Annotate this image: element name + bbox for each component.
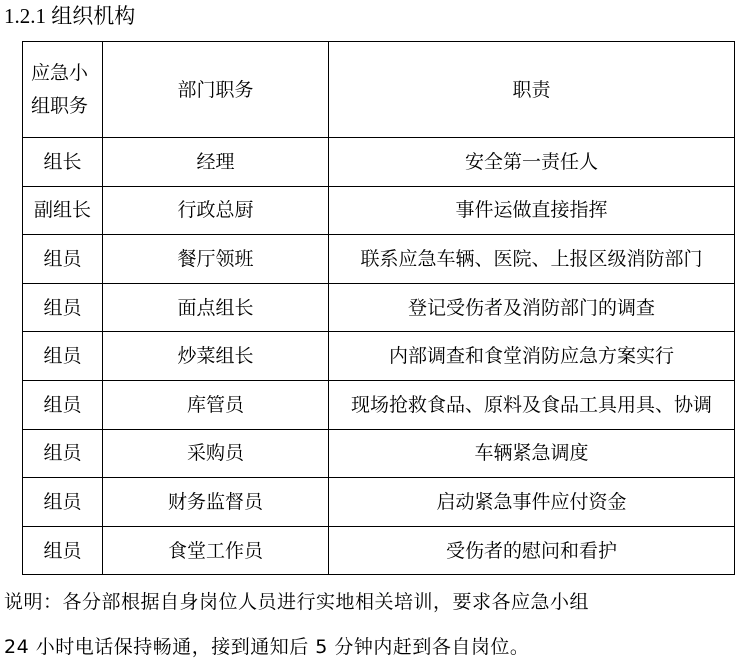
cell-role: 副组长 [23,186,103,235]
cell-dept: 餐厅领班 [103,235,329,284]
cell-dept: 财务监督员 [103,478,329,527]
cell-role: 组员 [23,478,103,527]
cell-role: 组员 [23,332,103,381]
cell-role: 组员 [23,429,103,478]
table-row [23,283,735,332]
header-dept: 部门职务 [103,42,329,138]
cell-duty: 联系应急车辆、医院、上报区级消防部门 [329,235,735,284]
cell-duty: 启动紧急事件应付资金 [329,478,735,527]
organization-table [22,41,735,575]
note-line-1: 说明：各分部根据自身岗位人员进行实地相关培训，要求各应急小组 [4,591,590,613]
cell-duty: 现场抢救食品、原料及食品工具用具、协调 [329,380,735,429]
note-line-2: 24 小时电话保持畅通，接到通知后 5 分钟内赶到各自岗位。 [4,636,530,658]
cell-dept: 食堂工作员 [103,526,329,575]
cell-dept: 经理 [103,138,329,187]
section-heading: 1.2.1 组织机构 [4,4,136,28]
table-row [23,332,735,381]
table-row [23,526,735,575]
cell-duty: 车辆紧急调度 [329,429,735,478]
cell-role: 组员 [23,235,103,284]
table-row [23,380,735,429]
cell-role: 组员 [23,380,103,429]
header-role: 应急小组职务 [23,42,103,138]
cell-dept: 采购员 [103,429,329,478]
cell-dept: 面点组长 [103,283,329,332]
cell-duty: 登记受伤者及消防部门的调查 [329,283,735,332]
table-row [23,429,735,478]
cell-role: 组长 [23,138,103,187]
table-header-row [23,42,735,138]
cell-dept: 库管员 [103,380,329,429]
cell-duty: 事件运做直接指挥 [329,186,735,235]
cell-role: 组员 [23,526,103,575]
table-row [23,235,735,284]
cell-dept: 行政总厨 [103,186,329,235]
cell-duty: 安全第一责任人 [329,138,735,187]
header-duty: 职责 [329,42,735,138]
cell-dept: 炒菜组长 [103,332,329,381]
table-row [23,186,735,235]
table-row [23,138,735,187]
table-row [23,478,735,527]
cell-duty: 受伤者的慰问和看护 [329,526,735,575]
cell-role: 组员 [23,283,103,332]
cell-duty: 内部调查和食堂消防应急方案实行 [329,332,735,381]
